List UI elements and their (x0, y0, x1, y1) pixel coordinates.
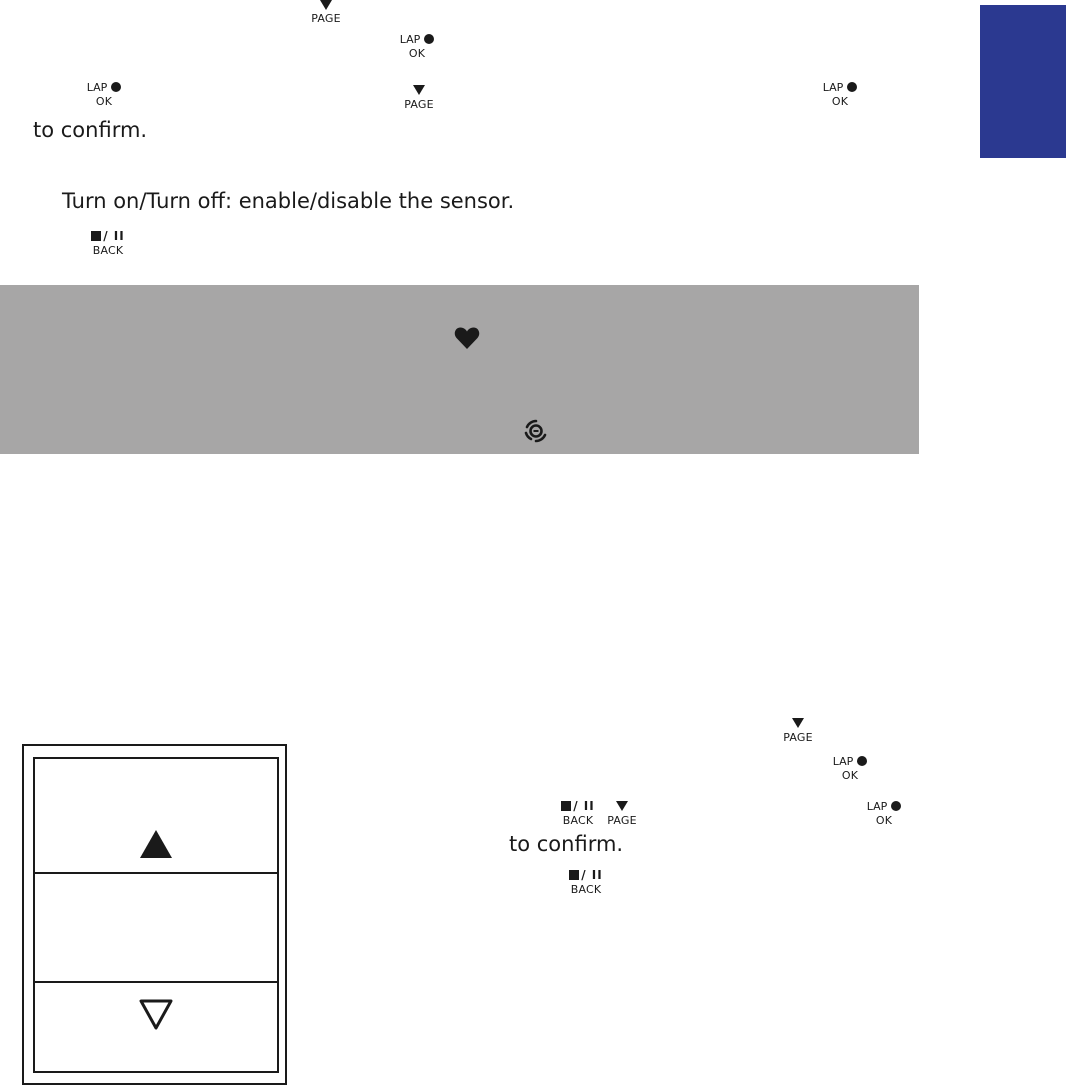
page-button-glyph: PAGE (401, 84, 437, 110)
screen-row-top (35, 759, 277, 874)
sensor-toggle-text: Turn on/Turn off: enable/disable the sensor. (62, 189, 515, 213)
section-tab (980, 5, 1066, 158)
triangle-down-icon (320, 0, 332, 10)
stop-icon (569, 870, 579, 880)
back-button-glyph: / II BACK (562, 799, 595, 827)
screen-row-middle (35, 874, 277, 983)
lap-dot-icon (424, 34, 434, 44)
note-band (0, 285, 919, 454)
heart-rate-icon (454, 326, 480, 350)
triangle-down-outline-icon (139, 999, 173, 1031)
lap-dot-icon (891, 801, 901, 811)
triangle-down-icon (413, 85, 425, 95)
lap-ok-button-glyph: LAP OK (820, 81, 860, 107)
lap-ok-button-glyph: LAP OK (830, 755, 870, 781)
page-button-glyph: PAGE (780, 717, 816, 743)
stop-icon (91, 231, 101, 241)
device-screen (33, 757, 279, 1073)
page-button-glyph: PAGE (604, 800, 640, 826)
lap-ok-button-glyph: LAP OK (864, 800, 904, 826)
page-button-glyph: PAGE (308, 0, 344, 24)
lap-ok-button-glyph: LAP OK (84, 81, 124, 107)
screen-row-bottom (35, 983, 277, 1071)
sensor-signal-icon (522, 417, 550, 445)
lap-dot-icon (857, 756, 867, 766)
stop-icon (561, 801, 571, 811)
lap-ok-button-glyph: LAP OK (397, 33, 437, 59)
triangle-up-icon (139, 829, 173, 859)
confirm-text: to confirm. (33, 118, 148, 142)
lap-dot-icon (111, 82, 121, 92)
confirm-text: to confirm. (509, 832, 624, 856)
back-button-glyph: / II BACK (570, 868, 603, 896)
lap-dot-icon (847, 82, 857, 92)
triangle-down-icon (616, 801, 628, 811)
triangle-down-icon (792, 718, 804, 728)
back-button-glyph: / II BACK (92, 229, 125, 257)
